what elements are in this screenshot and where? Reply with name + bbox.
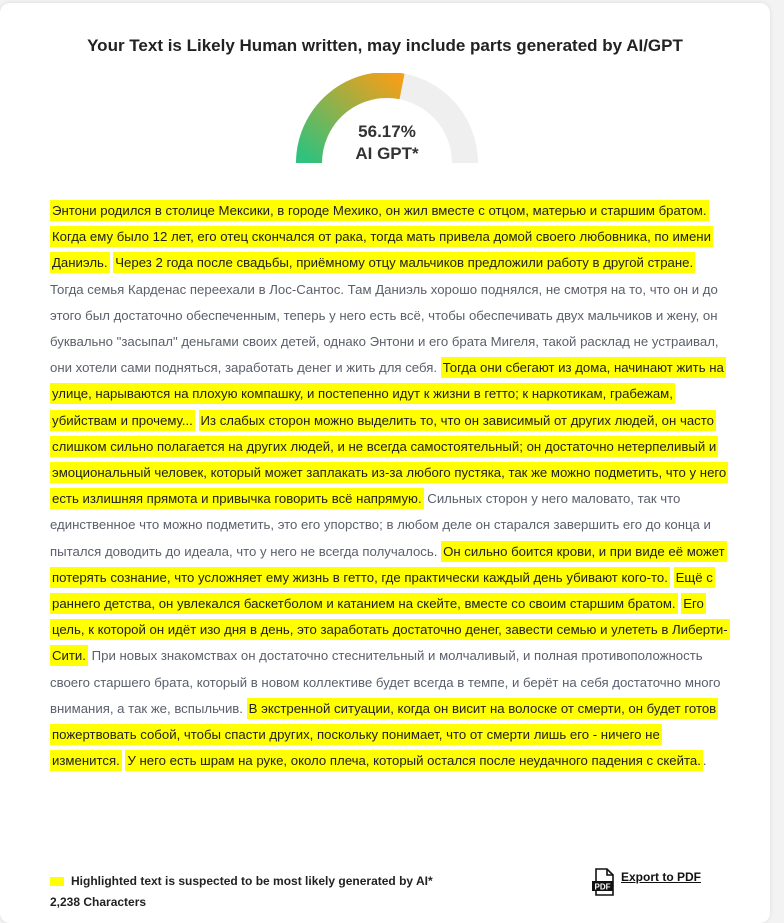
export-pdf-label[interactable]: Export to PDF bbox=[621, 870, 701, 884]
text-segment: Тогда семья Карденас переехали в Лос-Сантос. Там Даниэль хорошо поднялся, не смотря на то, что он и до этого был достаточно обеспеченным, теперь у него есть всё, чтобы обеспечивать двух мальчиков и жену, он буквально "засыпал" деньгами своих детей, однако Энтони и его брата Мигеля, такой расклад не устраивал, они хотели сами подняться, заработать денег и жить для себя. bbox=[50, 281, 719, 376]
highlighted-segment: Через 2 года после свадьбы, приёмному отцу мальчиков предложили работу в другой стране. bbox=[113, 252, 695, 273]
text-segment: При новых знакомствах он достаточно стеснительный и молчаливый, и полная противоположность своего старшего брата, который в новом коллективе будет всегда в темпе, и берёт на себя достаточно много внимания, а так же, вспыльчив. bbox=[50, 648, 721, 716]
ai-score-gauge bbox=[296, 73, 478, 165]
highlighted-segment: Тогда они сбегают из дома, начинают жить на улице, нарываются на плохую компашку, и постепенно идут к жизни в гетто; к наркотикам, грабежам, убийствам и прочему... bbox=[50, 357, 726, 430]
character-count: 2,238 Characters bbox=[50, 895, 147, 909]
pdf-file-icon bbox=[591, 868, 617, 896]
gauge-label: AI GPT* bbox=[355, 144, 419, 163]
highlighted-segment: В экстренной ситуации, когда он висит на волоске от смерти, он будет готов пожертвовать собой, чтобы спасти других, поскольку понимает, что от смерти лишь его - ничего не изменится. bbox=[50, 698, 718, 771]
highlighted-segment: Когда ему было 12 лет, его отец скончался от рака, тогда мать привела домой своего любовника, по имени Даниэль. bbox=[50, 226, 713, 273]
legend-text: Highlighted text is suspected to be most likely generated by AI* bbox=[71, 874, 433, 888]
highlighted-segment: У него есть шрам на руке, около плеча, который остался после неудачного падения с скейта. bbox=[125, 750, 702, 771]
result-card bbox=[0, 3, 770, 923]
result-title: Your Text is Likely Human written, may include parts generated by AI/GPT bbox=[87, 36, 683, 55]
highlight-legend bbox=[50, 874, 433, 888]
export-pdf-button[interactable] bbox=[591, 868, 701, 896]
gauge-readout bbox=[296, 121, 478, 165]
highlighted-segment: Он сильно боится крови, и при виде её может потерять сознание, что усложняет ему жизнь в гетто, где практически каждый день убивают кого-то. bbox=[50, 541, 727, 588]
svg-text:PDF: PDF bbox=[594, 882, 611, 892]
text-segment bbox=[670, 570, 674, 585]
highlight-swatch bbox=[50, 877, 64, 886]
highlighted-segment: Его цель, к которой он идёт изо дня в день, это заработать достаточно денег, завести семью и улететь в Либерти-Сити. bbox=[50, 593, 730, 666]
analyzed-text bbox=[50, 198, 730, 774]
highlighted-segment: Энтони родился в столице Мексики, в городе Мехико, он жил вместе с отцом, матерью и старшим братом. bbox=[50, 200, 709, 221]
highlighted-segment: Из слабых сторон можно выделить то, что он зависимый от других людей, он часто слишком сильно полагается на других людей, и не всегда самостоятельный; он достаточно нетерпеливый и эмоциональный человек, который может заплакать из-за любого пустяка, так же можно подметить, что у него есть излишняя прямота и привычка говорить всё напрямую. bbox=[50, 410, 728, 510]
text-segment bbox=[195, 413, 199, 428]
text-segment: . bbox=[702, 753, 707, 769]
text-segment: Сильных сторон у него маловато, так что единственное что можно подметить, это его упорство; в любом деле он старался завершить его до конца и пытался доводить до идеала, что у него не всегда получалось. bbox=[50, 491, 711, 559]
gauge-percent: 56.17% bbox=[358, 122, 416, 141]
highlighted-segment: Ещё с раннего детства, он увлекался баскетболом и катанием на скейте, вместе со своим старшим братом. bbox=[50, 567, 715, 614]
